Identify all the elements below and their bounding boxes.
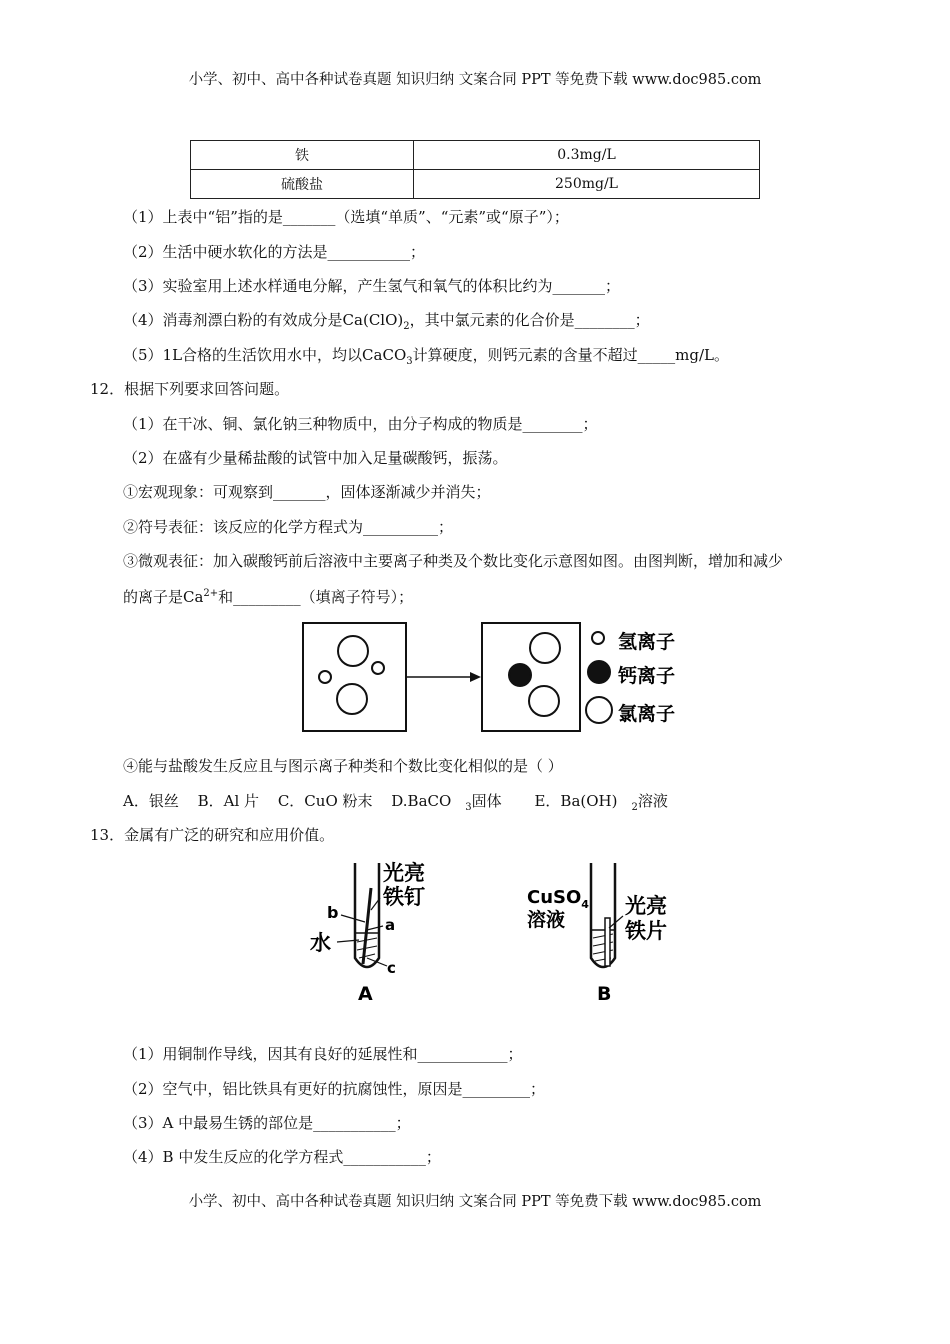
q11-part5 [123, 344, 729, 367]
q12-sub3-line2 [123, 586, 413, 607]
q12-part1: （1）在干冰、铜、氯化钠三种物质中，由分子构成的物质是________； [123, 415, 598, 433]
q11-part2: （2）生活中硬水软化的方法是___________； [123, 243, 426, 261]
water-quality-table [190, 140, 760, 199]
label-water: 水 [310, 931, 331, 955]
option-e-text-b: 溶液 [637, 792, 668, 810]
q12-sub3: ③微观表征：加入碳酸钙前后溶液中主要离子种类及个数比变化示意图如图。由图判断，增加和减少 [123, 552, 784, 570]
table-row [191, 141, 760, 170]
label-solution: 溶液 [527, 909, 566, 931]
label-bright: 光亮 [383, 861, 425, 885]
chloride-ion [530, 633, 560, 663]
figure-b-label: B [597, 983, 612, 1005]
option-d-text-b: 固体 [471, 792, 502, 810]
leader-line-b [341, 915, 365, 922]
table-cell-value: 250mg/L [414, 170, 760, 199]
q11-part1: （1）上表中“铝”指的是_______（选填“单质”、“元素”或“原子”）； [123, 208, 569, 226]
ion-change-diagram [300, 618, 685, 738]
test-tube-b-figure [525, 858, 685, 1008]
water-hatch [359, 954, 375, 958]
option-e-subscript: 2 [631, 802, 638, 813]
label-iron-sheet: 铁片 [625, 919, 667, 943]
q11-part4 [123, 309, 650, 332]
arrow-head [470, 672, 481, 682]
iron-nail [363, 888, 371, 964]
label-cuso4 [527, 887, 589, 911]
test-tube-b [591, 863, 615, 967]
label-c: c [387, 959, 396, 977]
hydrogen-ion [319, 671, 331, 683]
q12-sub4: ④能与盐酸发生反应且与图示离子种类和个数比变化相似的是（ ） [123, 757, 563, 775]
q12-sub1: ①宏观现象：可观察到_______，固体逐渐减少并消失； [123, 483, 491, 501]
q13-title: 13．金属有广泛的研究和应用价值。 [90, 826, 335, 844]
test-tube-a-figure [305, 858, 435, 1008]
q11-part4-text-b: ，其中氯元素的化合价是________； [409, 311, 650, 329]
leader-line-a [367, 926, 383, 930]
q12-sub2: ②符号表征：该反应的化学方程式为__________； [123, 518, 454, 536]
label-a: a [385, 916, 396, 934]
q11-part5-text-a: （5）1L合格的生活饮用水中，均以CaCO [123, 346, 407, 364]
option-d [391, 790, 515, 813]
q13-part1: （1）用铜制作导线，因其有良好的延展性和____________； [123, 1045, 523, 1063]
legend-chloride-label: 氯离子 [618, 703, 676, 725]
option-d-text-a: D.BaCO [391, 792, 452, 810]
hydrogen-ion [372, 662, 384, 674]
legend-chloride-icon [586, 697, 612, 723]
q13-part3: （3）A 中最易生锈的部位是___________； [123, 1114, 411, 1132]
q11-part5-subscript: 3 [406, 356, 413, 367]
q13-part4: （4）B 中发生反应的化学方程式___________； [123, 1148, 441, 1166]
option-a: A．银丝 [123, 792, 179, 810]
label-b: b [327, 903, 339, 922]
chloride-ion [337, 684, 367, 714]
legend-hydrogen-label: 氢离子 [618, 631, 676, 653]
legend-hydrogen-icon [592, 632, 604, 644]
q11-part4-subscript: 2 [403, 321, 410, 332]
q12-part2: （2）在盛有少量稀盐酸的试管中加入足量碳酸钙，振荡。 [123, 449, 508, 467]
calcium-ion [509, 664, 531, 686]
label-cuso4-subscript: 4 [581, 898, 589, 911]
label-bright-b: 光亮 [625, 894, 667, 918]
table-cell-name: 硫酸盐 [191, 170, 414, 199]
page-footer: 小学、初中、高中各种试卷真题 知识归纳 文案合同 PPT 等免费下载 www.doc985.com [188, 1194, 762, 1210]
figure-a-label: A [358, 983, 373, 1005]
q12-title: 12．根据下列要求回答问题。 [90, 380, 290, 398]
chloride-ion [338, 636, 368, 666]
q11-part4-text-a: （4）消毒剂漂白粉的有效成分是Ca(ClO) [123, 311, 404, 329]
q12-sub3-superscript: 2+ [203, 588, 219, 599]
option-d-subscript: 3 [465, 802, 472, 813]
q12-sub3-text-b: 和_________（填离子符号）； [218, 588, 414, 606]
legend-calcium-label: 钙离子 [618, 665, 676, 687]
label-cuso4-text: CuSO [527, 887, 582, 908]
option-c: C．CuO 粉末 [277, 792, 373, 810]
option-e [534, 790, 681, 813]
q12-sub3-text-a: 的离子是Ca [123, 588, 204, 606]
table-row [191, 170, 760, 199]
chloride-ion [529, 686, 559, 716]
option-b: B．Al 片 [197, 792, 260, 810]
iron-sheet [605, 918, 610, 966]
q11-part3: （3）实验室用上述水样通电分解，产生氢气和氧气的体积比约为_______； [123, 277, 621, 295]
legend-calcium-icon [588, 661, 610, 683]
page-header: 小学、初中、高中各种试卷真题 知识归纳 文案合同 PPT 等免费下载 www.doc985.com [188, 72, 762, 88]
option-e-text-a: E．Ba(OH) [534, 792, 618, 810]
table-cell-value: 0.3mg/L [414, 141, 760, 170]
q13-part2: （2）空气中，铝比铁具有更好的抗腐蚀性，原因是_________； [123, 1080, 546, 1098]
water-hatch [357, 946, 377, 950]
table-cell-name: 铁 [191, 141, 414, 170]
label-iron-nail: 铁钉 [383, 885, 425, 909]
q12-options [123, 790, 696, 813]
q11-part5-text-b: 计算硬度，则钙元素的含量不超过_____mg/L。 [412, 346, 729, 364]
